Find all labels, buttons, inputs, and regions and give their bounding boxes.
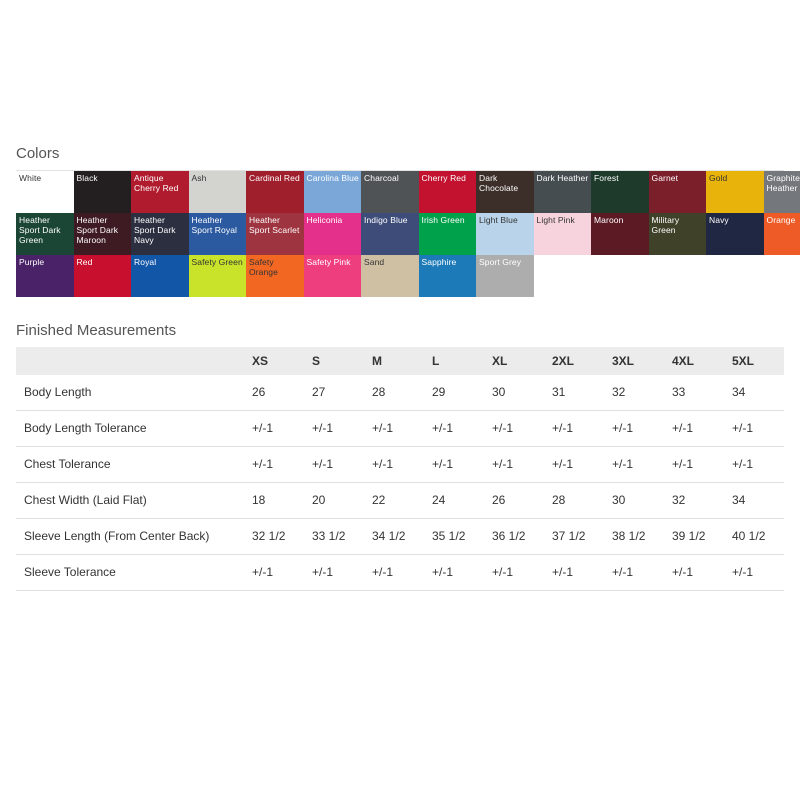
table-cell-value: 39 1/2 [664, 519, 724, 555]
table-cell-value: 20 [304, 483, 364, 519]
color-swatch[interactable] [131, 213, 189, 255]
table-header-size: XS [244, 347, 304, 375]
table-header-row [16, 347, 784, 375]
table-cell-value: 18 [244, 483, 304, 519]
color-swatch[interactable] [476, 171, 534, 213]
color-swatch-label: Safety Pink [306, 257, 351, 267]
table-cell-value: +/-1 [544, 555, 604, 591]
table-header-size: M [364, 347, 424, 375]
color-swatch[interactable] [189, 255, 247, 297]
color-swatch-label: Purple [19, 257, 45, 267]
color-swatch-label: Heather Sport Dark Navy [134, 215, 176, 245]
color-swatch-label: Heliconia [306, 215, 343, 225]
table-cell-value: +/-1 [724, 555, 784, 591]
table-cell-value: +/-1 [424, 411, 484, 447]
table-cell-value: 24 [424, 483, 484, 519]
color-swatch-label: Indigo Blue [364, 215, 408, 225]
table-row-label: Sleeve Length (From Center Back) [16, 519, 244, 555]
color-swatch[interactable] [361, 255, 419, 297]
table-cell-value: 22 [364, 483, 424, 519]
table-row-label: Sleeve Tolerance [16, 555, 244, 591]
color-swatch[interactable] [706, 213, 764, 255]
table-header-size: XL [484, 347, 544, 375]
color-swatch[interactable] [361, 171, 419, 213]
color-swatch-label: Royal [134, 257, 157, 267]
table-cell-value: +/-1 [484, 555, 544, 591]
color-swatch[interactable] [189, 171, 247, 213]
color-swatch[interactable] [246, 213, 304, 255]
table-row-label: Body Length [16, 375, 244, 411]
table-cell-value: 27 [304, 375, 364, 411]
color-swatch[interactable] [534, 171, 592, 213]
table-cell-value: 28 [364, 375, 424, 411]
color-swatch-label: Heather Sport Scarlet [249, 215, 300, 235]
table-cell-value: 31 [544, 375, 604, 411]
measurements-table-body [16, 375, 784, 591]
color-swatch-label: Antique Cherry Red [134, 173, 179, 193]
table-cell-value: +/-1 [304, 555, 364, 591]
table-cell-value: 33 [664, 375, 724, 411]
table-cell-value: +/-1 [364, 555, 424, 591]
table-cell-value: 32 1/2 [244, 519, 304, 555]
table-cell-value: 37 1/2 [544, 519, 604, 555]
table-row [16, 483, 784, 519]
color-swatch-row [16, 213, 796, 255]
table-cell-value: +/-1 [244, 555, 304, 591]
color-swatch[interactable] [131, 255, 189, 297]
table-cell-value: +/-1 [724, 411, 784, 447]
table-cell-value: +/-1 [604, 411, 664, 447]
color-swatch-label: Sport Grey [479, 257, 522, 267]
table-header-size: 2XL [544, 347, 604, 375]
color-swatch[interactable] [649, 213, 707, 255]
color-swatch[interactable] [534, 213, 592, 255]
table-cell-value: 32 [604, 375, 664, 411]
color-swatch[interactable] [361, 213, 419, 255]
table-header-blank [16, 347, 244, 375]
table-cell-value: +/-1 [364, 411, 424, 447]
table-cell-value: +/-1 [544, 411, 604, 447]
color-swatch-label: Charcoal [364, 173, 399, 183]
color-swatch[interactable] [591, 171, 649, 213]
color-swatch[interactable] [16, 171, 74, 213]
table-cell-value: 34 [724, 375, 784, 411]
table-cell-value: 30 [604, 483, 664, 519]
table-row-label: Body Length Tolerance [16, 411, 244, 447]
color-swatch[interactable] [246, 171, 304, 213]
color-swatch-label: Dark Heather [536, 173, 589, 183]
color-swatch[interactable] [649, 171, 707, 213]
measurements-section [16, 322, 784, 591]
color-swatch-label: Sapphire [421, 257, 457, 267]
color-swatch-label: Maroon [594, 215, 624, 225]
table-cell-value: 35 1/2 [424, 519, 484, 555]
color-swatch-label: Graphite Heather [766, 173, 800, 193]
table-row [16, 375, 784, 411]
color-swatch-label: Sand [364, 257, 385, 267]
color-swatch[interactable] [246, 255, 304, 297]
table-header-size: L [424, 347, 484, 375]
color-swatch[interactable] [74, 213, 132, 255]
table-row [16, 447, 784, 483]
table-cell-value: +/-1 [244, 447, 304, 483]
color-swatch[interactable] [304, 171, 362, 213]
table-row-label: Chest Width (Laid Flat) [16, 483, 244, 519]
table-cell-value: 34 [724, 483, 784, 519]
color-swatch-label: Military Green [651, 215, 680, 235]
table-cell-value: +/-1 [664, 447, 724, 483]
table-cell-value: +/-1 [304, 447, 364, 483]
color-swatch-label: Cherry Red [421, 173, 466, 183]
table-cell-value: 30 [484, 375, 544, 411]
table-cell-value: +/-1 [484, 411, 544, 447]
color-swatch-label: Heather Sport Dark Maroon [76, 215, 119, 245]
table-cell-value: +/-1 [604, 447, 664, 483]
color-swatch-label: Safety Green [191, 257, 243, 267]
color-swatch-row [16, 171, 800, 213]
table-cell-value: +/-1 [244, 411, 304, 447]
table-cell-value: 28 [544, 483, 604, 519]
table-header-size: 5XL [724, 347, 784, 375]
color-swatch-grid [16, 170, 800, 297]
color-swatch-label: Ash [191, 173, 207, 183]
color-swatch[interactable] [16, 213, 74, 255]
color-swatch-label: Forest [594, 173, 619, 183]
table-row [16, 411, 784, 447]
color-swatch[interactable] [706, 171, 764, 213]
table-header-size: 3XL [604, 347, 664, 375]
color-swatch[interactable] [131, 171, 189, 213]
table-cell-value: 36 1/2 [484, 519, 544, 555]
color-swatch-label: Dark Chocolate [479, 173, 519, 193]
measurements-table [16, 347, 784, 591]
color-swatch-label: Light Blue [479, 215, 518, 225]
table-cell-value: +/-1 [424, 555, 484, 591]
color-swatch-label: Irish Green [421, 215, 465, 225]
table-row-label: Chest Tolerance [16, 447, 244, 483]
color-swatch[interactable] [419, 213, 477, 255]
table-cell-value: +/-1 [664, 555, 724, 591]
color-swatch-label: Orange [766, 215, 796, 225]
color-swatch-label: Safety Orange [249, 257, 278, 277]
table-cell-value: 40 1/2 [724, 519, 784, 555]
color-swatch-label: Gold [709, 173, 728, 183]
table-row [16, 519, 784, 555]
color-swatch[interactable] [74, 255, 132, 297]
color-swatch-label: Heather Sport Royal [191, 215, 238, 235]
table-cell-value: +/-1 [424, 447, 484, 483]
color-swatch-label: Light Pink [536, 215, 575, 225]
table-cell-value: +/-1 [304, 411, 364, 447]
color-swatch-label: White [19, 173, 42, 183]
table-cell-value: 26 [484, 483, 544, 519]
color-swatch-label: Navy [709, 215, 729, 225]
measurements-heading: Finished Measurements [16, 322, 177, 339]
color-swatch[interactable] [74, 171, 132, 213]
color-swatch[interactable] [16, 255, 74, 297]
table-cell-value: +/-1 [364, 447, 424, 483]
color-swatch[interactable] [476, 213, 534, 255]
color-swatch-label: Cardinal Red [249, 173, 300, 183]
table-cell-value: +/-1 [544, 447, 604, 483]
color-swatch[interactable] [764, 213, 800, 255]
color-swatch-label: Garnet [651, 173, 679, 183]
color-swatch[interactable] [476, 255, 534, 297]
table-cell-value: 34 1/2 [364, 519, 424, 555]
color-swatch-row [16, 255, 784, 297]
table-cell-value: +/-1 [724, 447, 784, 483]
color-swatch-label: Red [76, 257, 93, 267]
table-cell-value: 38 1/2 [604, 519, 664, 555]
table-cell-value: 32 [664, 483, 724, 519]
color-swatch-label: Heather Sport Dark Green [19, 215, 61, 245]
measurements-table-head [16, 347, 784, 375]
table-cell-value: 29 [424, 375, 484, 411]
table-cell-value: +/-1 [604, 555, 664, 591]
color-swatch-label: Carolina Blue [306, 173, 359, 183]
table-row [16, 555, 784, 591]
color-swatch-label: Black [76, 173, 98, 183]
table-cell-value: 26 [244, 375, 304, 411]
table-header-size: S [304, 347, 364, 375]
color-swatch[interactable] [304, 255, 362, 297]
color-swatch[interactable] [304, 213, 362, 255]
color-swatch[interactable] [764, 171, 800, 213]
color-swatch[interactable] [419, 255, 477, 297]
color-swatch[interactable] [591, 213, 649, 255]
table-header-size: 4XL [664, 347, 724, 375]
table-cell-value: +/-1 [484, 447, 544, 483]
color-swatch[interactable] [189, 213, 247, 255]
table-cell-value: +/-1 [664, 411, 724, 447]
table-cell-value: 33 1/2 [304, 519, 364, 555]
colors-section [16, 145, 800, 297]
colors-heading: Colors [16, 145, 60, 162]
color-swatch[interactable] [419, 171, 477, 213]
